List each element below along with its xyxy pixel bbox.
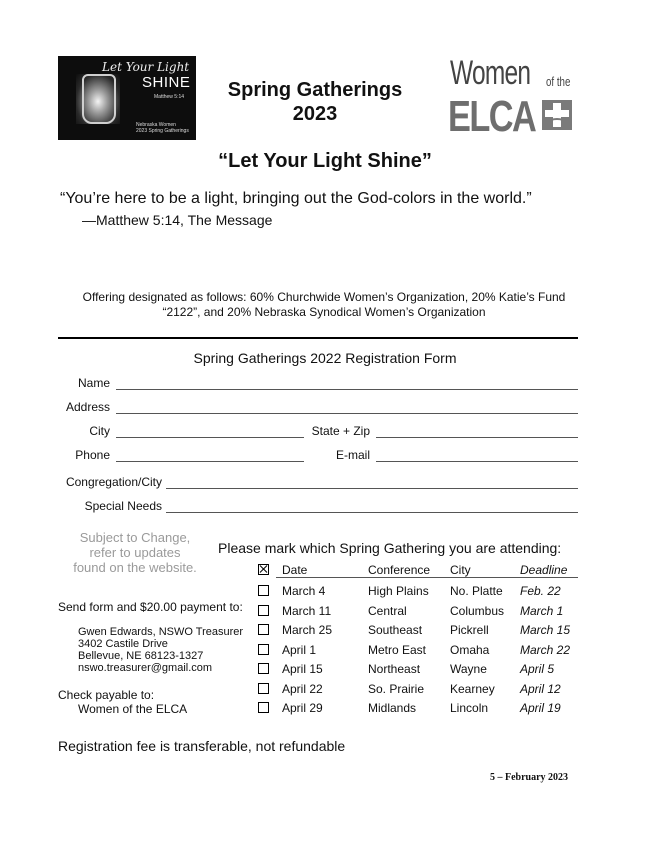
gathering-city: Columbus	[450, 604, 505, 618]
phone-label: Phone	[75, 448, 110, 462]
gathering-deadline: March 22	[520, 643, 571, 657]
divider	[58, 337, 578, 339]
gathering-checkbox[interactable]	[258, 585, 269, 596]
gathering-date: March 25	[282, 623, 333, 637]
theme-title: “Let Your Light Shine”	[218, 150, 432, 172]
banner-caption	[136, 122, 189, 134]
banner-caption-line2: 2023 Spring Gatherings	[136, 128, 189, 134]
gathering-date: March 4	[282, 584, 326, 598]
gathering-city: Lincoln	[450, 701, 489, 715]
gathering-date: April 22	[282, 682, 323, 696]
gathering-checkbox[interactable]	[258, 624, 269, 635]
page-title	[206, 78, 424, 126]
title-line1: Spring Gatherings	[227, 79, 403, 101]
special-needs-label: Special Needs	[84, 499, 162, 513]
gathering-conference: Southeast	[368, 623, 423, 637]
col-date: Date	[282, 563, 308, 577]
address-label: Address	[65, 400, 110, 414]
gathering-conference: So. Prairie	[368, 682, 425, 696]
send-form-text: Send form and $20.00 payment to:	[58, 600, 243, 614]
col-deadline: Deadline	[520, 563, 568, 577]
gathering-checkbox[interactable]	[258, 644, 269, 655]
gathering-date: April 15	[282, 662, 323, 676]
phone-field[interactable]	[116, 461, 304, 462]
gathering-conference: Northeast	[368, 662, 421, 676]
city-field[interactable]	[116, 437, 304, 438]
form-title: Spring Gatherings 2022 Registration Form	[193, 350, 457, 366]
notice-line2: refer to updates	[89, 545, 181, 560]
gathering-conference: Midlands	[368, 701, 417, 715]
treasurer-name: Gwen Edwards, NSWO Treasurer	[78, 626, 244, 638]
gathering-checkbox[interactable]	[258, 663, 269, 674]
col-conference: Conference	[368, 563, 431, 577]
gathering-date: April 29	[282, 701, 323, 715]
gathering-city: Omaha	[450, 643, 490, 657]
banner-verse: Matthew 5:14	[154, 94, 185, 100]
gathering-checkbox[interactable]	[258, 605, 269, 616]
gathering-deadline: Feb. 22	[520, 584, 561, 598]
congregation-field[interactable]	[166, 488, 578, 489]
gathering-deadline: April 5	[520, 662, 555, 676]
logo-women: Women	[450, 54, 531, 92]
email-field[interactable]	[376, 461, 578, 462]
gathering-deadline: March 15	[520, 623, 571, 637]
quote-text: “You’re here to be a light, bringing out the God-colors in the world.”	[60, 190, 532, 207]
treasurer-city: Bellevue, NE 68123-1327	[78, 650, 204, 662]
gathering-city: Pickrell	[450, 623, 489, 637]
fee-note: Registration fee is transferable, not refundable	[58, 738, 346, 754]
logo-of-the: of the	[546, 74, 571, 89]
treasurer-street: 3402 Castile Drive	[78, 638, 168, 650]
gathering-deadline: April 12	[520, 682, 561, 696]
banner-shine: SHINE	[142, 74, 191, 91]
page-footer: 5 – February 2023	[490, 772, 569, 783]
name-field[interactable]	[116, 389, 578, 390]
email-label: E-mail	[335, 448, 370, 462]
gathering-city: Kearney	[450, 682, 495, 696]
quote-source: —Matthew 5:14, The Message	[82, 212, 273, 228]
notice-line3: found on the website.	[73, 560, 197, 575]
city-label: City	[89, 424, 110, 438]
gathering-deadline: March 1	[520, 604, 564, 618]
gathering-city: No. Platte	[450, 584, 503, 598]
header-checkbox	[258, 564, 269, 575]
change-notice	[40, 530, 230, 575]
gathering-checkbox[interactable]	[258, 683, 269, 694]
header-rule	[276, 577, 578, 578]
state-zip-field[interactable]	[376, 437, 578, 438]
col-city: City	[450, 563, 471, 577]
congregation-label: Congregation/City	[65, 475, 162, 489]
jar-icon	[82, 74, 116, 124]
gathering-checkbox[interactable]	[258, 702, 269, 713]
treasurer-email: nswo.treasurer@gmail.com	[78, 662, 213, 674]
attendance-instructions: Please mark which Spring Gathering you are attending:	[218, 540, 562, 556]
gathering-date: April 1	[282, 643, 317, 657]
check-payee: Women of the ELCA	[78, 702, 188, 716]
special-needs-field[interactable]	[166, 512, 578, 513]
name-label: Name	[77, 376, 110, 390]
gathering-city: Wayne	[450, 662, 487, 676]
gathering-conference: Metro East	[368, 643, 427, 657]
gathering-conference: High Plains	[368, 584, 429, 598]
gathering-conference: Central	[368, 604, 407, 618]
logo-elca: ELCA	[448, 92, 536, 141]
state-zip-label: State + Zip	[311, 424, 370, 438]
cross-icon	[540, 98, 574, 132]
gathering-deadline: April 19	[520, 701, 561, 715]
banner-script-title: Let Your Light	[102, 60, 190, 74]
offering-note: Offering designated as follows: 60% Churchwide Women’s Organization, 20% Katie’s Fund “2122”, and 20% Nebraska Synodical Women’s Organization	[82, 290, 566, 319]
address-field[interactable]	[116, 413, 578, 414]
banner-caption-line1: Nebraska Women	[136, 122, 176, 128]
check-label: Check payable to:	[58, 688, 155, 702]
banner-image	[58, 56, 196, 140]
gathering-date: March 11	[282, 604, 332, 618]
notice-line1: Subject to Change,	[79, 530, 191, 545]
title-line2: 2023	[292, 103, 338, 125]
